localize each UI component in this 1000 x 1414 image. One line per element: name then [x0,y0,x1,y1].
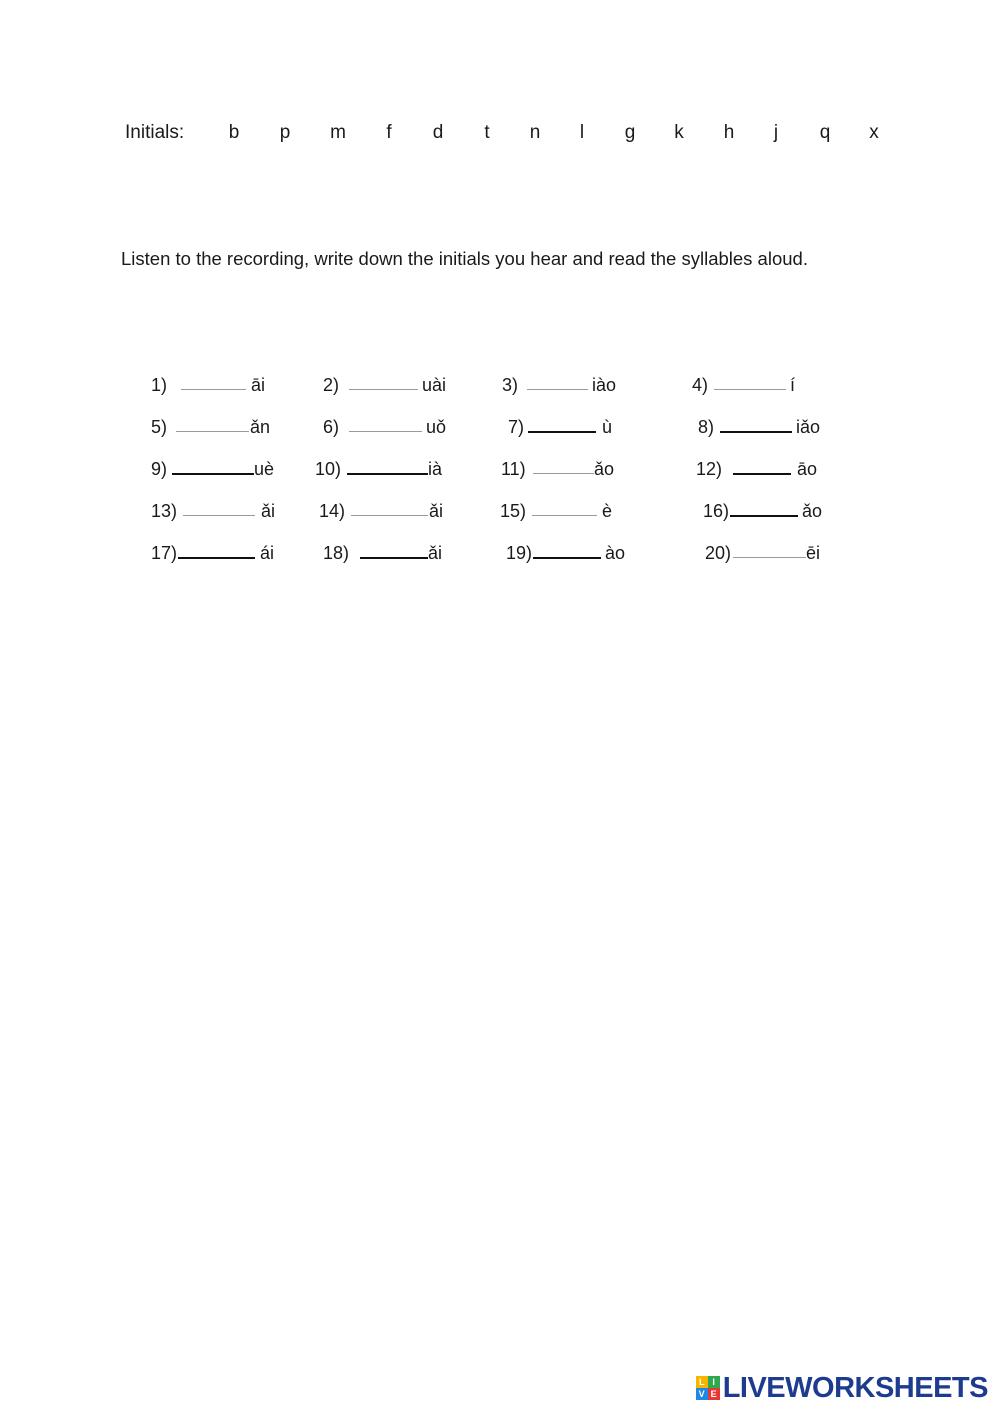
logo-tile: I [708,1376,720,1388]
item-number: 11) [501,459,526,479]
item-number: 4) [692,375,709,395]
item-number: 7) [508,417,525,437]
answer-blank[interactable] [349,431,422,432]
answer-blank[interactable] [533,557,601,559]
item-number: 14) [319,501,346,521]
syllable-final: í [790,375,796,395]
item-number: 17) [151,543,178,563]
item-number: 16) [703,501,730,521]
initial-letter: l [579,122,585,143]
answer-blank[interactable] [172,473,254,475]
answer-blank[interactable] [176,431,249,432]
initial-letter: b [228,122,240,143]
syllable-final: āi [251,375,266,395]
answer-blank[interactable] [733,557,806,558]
logo-tile: L [696,1376,708,1388]
answer-blank[interactable] [349,389,418,390]
initials-label: Initials: [125,122,185,143]
syllable-final: uǒ [426,417,447,437]
initial-letter: h [723,122,735,143]
item-number: 12) [696,459,723,479]
syllable-final: iǎo [796,417,821,437]
item-number: 19) [506,543,533,563]
answer-blank[interactable] [730,515,798,517]
brand-name: LIVEWORKSHEETS [722,1371,988,1404]
initial-letter: f [386,122,392,143]
syllable-final: ǎo [802,501,823,521]
instruction-text: Listen to the recording, write down the initials you hear and read the syllables aloud. [121,248,808,269]
liveworksheets-brand[interactable] [696,1373,988,1403]
syllable-final: uè [254,459,275,479]
syllable-final: iào [592,375,617,395]
item-number: 18) [323,543,350,563]
answer-blank[interactable] [533,473,594,474]
syllable-final: ǎo [594,459,615,479]
item-number: 8) [698,417,715,437]
item-number: 15) [500,501,527,521]
liveworksheets-logo-icon [696,1376,720,1400]
initial-letter: t [484,122,490,143]
initial-letter: k [674,122,684,143]
syllable-final: ào [605,543,626,563]
syllable-final: uài [422,375,447,395]
item-number: 20) [705,543,732,563]
initial-letter: q [819,122,831,143]
initial-letter: g [624,122,636,143]
answer-blank[interactable] [528,431,596,433]
initial-letter: x [869,122,879,143]
syllable-final: è [602,501,613,521]
syllable-final: ià [428,459,443,479]
initial-letter: d [432,122,444,143]
initial-letter: m [330,122,346,143]
initial-letter: n [529,122,541,143]
answer-blank[interactable] [183,515,255,516]
item-number: 1) [151,375,168,395]
initial-letter: p [279,122,291,143]
answer-blank[interactable] [720,431,792,433]
logo-tile: V [696,1388,708,1400]
answer-blank[interactable] [527,389,588,390]
item-number: 9) [151,459,168,479]
syllable-final: ǎi [429,501,444,521]
answer-blank[interactable] [714,389,786,390]
syllable-final: ù [602,417,613,437]
item-number: 13) [151,501,178,521]
initial-letter: j [773,122,779,143]
answer-blank[interactable] [347,473,428,475]
syllable-final: ái [260,543,275,563]
syllable-final: ēi [806,543,821,563]
answer-blank[interactable] [733,473,791,475]
item-number: 10) [315,459,342,479]
answer-blank[interactable] [532,515,597,516]
item-number: 3) [502,375,519,395]
answer-blank[interactable] [351,515,428,516]
item-number: 5) [151,417,168,437]
syllable-final: āo [797,459,818,479]
item-number: 6) [323,417,340,437]
answer-blank[interactable] [360,557,428,559]
syllable-final: ǎi [261,501,276,521]
syllable-final: ǎn [250,417,271,437]
answer-blank[interactable] [181,389,246,390]
item-number: 2) [323,375,340,395]
answer-blank[interactable] [178,557,255,559]
syllable-final: ǎi [428,543,443,563]
logo-tile: E [708,1388,720,1400]
initials-row [0,122,1000,146]
